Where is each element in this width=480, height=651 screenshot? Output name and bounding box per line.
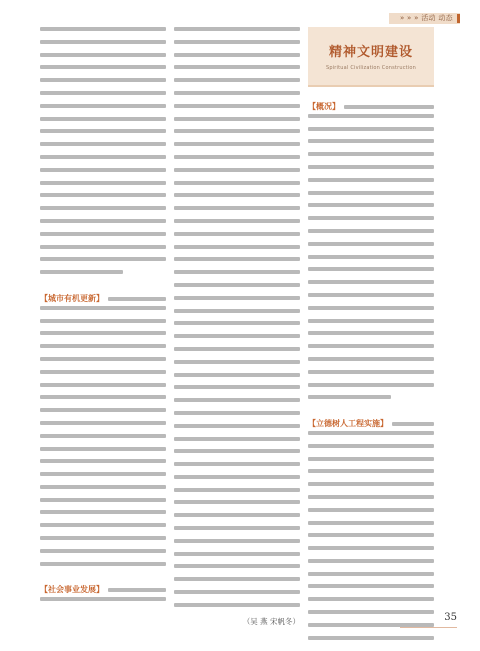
text-line-placeholder: [308, 457, 434, 461]
text-line-placeholder: [174, 117, 300, 121]
heading-line: [40, 584, 166, 596]
text-line-placeholder: [174, 564, 300, 568]
text-line-placeholder: [308, 521, 434, 525]
text-line-placeholder: [40, 129, 166, 133]
text-line-placeholder: [174, 321, 300, 325]
paragraph-gap: [40, 283, 166, 293]
text-line-placeholder: [40, 104, 166, 108]
paragraph: [40, 27, 166, 274]
text-line-placeholder: [40, 357, 166, 361]
text-line-placeholder: [174, 488, 300, 492]
text-line-placeholder: [174, 475, 300, 479]
text-line-placeholder: [308, 331, 434, 335]
text-line-placeholder: [174, 168, 300, 172]
text-line-placeholder: [40, 319, 166, 323]
text-line-placeholder: [308, 242, 434, 246]
text-line-placeholder: [308, 572, 434, 576]
text-line-placeholder: [308, 203, 434, 207]
text-line-placeholder: [308, 482, 434, 486]
text-line-placeholder: [40, 219, 166, 223]
text-line-placeholder: [174, 257, 300, 261]
text-line-placeholder: [174, 513, 300, 517]
heading-line: [40, 293, 166, 305]
text-line-placeholder: [174, 155, 300, 159]
text-line-placeholder: [308, 178, 434, 182]
text-line-placeholder: [174, 129, 300, 133]
text-line-placeholder: [174, 500, 300, 504]
text-line-placeholder: [174, 424, 300, 428]
footer-rule: [400, 627, 457, 628]
text-line-placeholder: [40, 562, 166, 566]
text-line-placeholder: [40, 597, 166, 601]
paragraph: [174, 27, 300, 607]
text-line-placeholder: [308, 444, 434, 448]
text-line-placeholder: [174, 385, 300, 389]
text-line-placeholder: [40, 536, 166, 540]
text-line-placeholder: [308, 114, 434, 118]
author-credit: （吴 燕 宋帆冬）: [242, 616, 300, 626]
text-line-placeholder: [174, 91, 300, 95]
text-line-placeholder: [40, 181, 166, 185]
text-line-placeholder: [308, 559, 434, 563]
text-line-placeholder: [108, 588, 166, 592]
text-line-placeholder: [308, 533, 434, 537]
section-title-box: [308, 27, 434, 87]
text-line-placeholder: [308, 139, 434, 143]
section-tag-marker: [457, 14, 460, 23]
text-line-placeholder: [40, 53, 166, 57]
text-line-placeholder: [174, 283, 300, 287]
text-line-placeholder: [174, 347, 300, 351]
text-line-placeholder: [174, 27, 300, 31]
text-line-placeholder: [40, 383, 166, 387]
text-line-placeholder: [174, 411, 300, 415]
text-line-placeholder: [174, 603, 300, 607]
text-line-placeholder: [40, 421, 166, 425]
paragraph-gap: [308, 408, 434, 418]
text-line-placeholder: [174, 53, 300, 57]
text-line-placeholder: [40, 523, 166, 527]
text-line-placeholder: [40, 447, 166, 451]
text-line-placeholder: [308, 293, 434, 297]
section-tag: [389, 13, 460, 24]
text-line-placeholder: [174, 40, 300, 44]
text-line-placeholder: [308, 508, 434, 512]
text-line-placeholder: [308, 495, 434, 499]
text-line-placeholder: [108, 297, 166, 301]
text-line-placeholder: [308, 255, 434, 259]
text-line-placeholder: [40, 549, 166, 553]
text-line-placeholder: [40, 485, 166, 489]
text-line-placeholder: [174, 398, 300, 402]
section-subtitle: Spiritual Civilization Construction: [325, 65, 417, 71]
text-line-placeholder: [174, 181, 300, 185]
text-column-3: [308, 27, 434, 605]
text-line-placeholder: [174, 590, 300, 594]
text-line-placeholder: [308, 229, 434, 233]
text-line-placeholder: [308, 370, 434, 374]
text-line-placeholder: [40, 40, 166, 44]
text-line-placeholder: [40, 78, 166, 82]
page-number: 35: [444, 612, 457, 623]
text-line-placeholder: [40, 91, 166, 95]
text-line-placeholder: [40, 142, 166, 146]
text-line-placeholder: [40, 434, 166, 438]
heading-line: [308, 101, 434, 113]
text-line-placeholder: [174, 296, 300, 300]
paragraph-heading: 【概况】: [308, 102, 340, 111]
text-line-placeholder: [174, 78, 300, 82]
text-line-placeholder: [344, 105, 434, 109]
text-line-placeholder: [308, 636, 434, 640]
text-line-placeholder: [40, 117, 166, 121]
text-line-placeholder: [40, 498, 166, 502]
text-line-placeholder: [308, 216, 434, 220]
section-tag-text: » » » 活动 动态: [399, 14, 453, 22]
text-line-placeholder: [40, 306, 166, 310]
text-line-placeholder: [308, 431, 434, 435]
text-line-placeholder: [40, 193, 166, 197]
text-line-placeholder: [308, 280, 434, 284]
text-line-placeholder: [174, 437, 300, 441]
text-line-placeholder: [40, 459, 166, 463]
paragraph-gap: [40, 574, 166, 584]
text-line-placeholder: [308, 383, 434, 387]
paragraph-heading: 【城市有机更新】: [40, 293, 104, 303]
paragraph-heading: 【社会事业发展】: [40, 585, 104, 595]
paragraph: [308, 418, 434, 640]
text-line-placeholder: [40, 395, 166, 399]
text-line-placeholder: [174, 104, 300, 108]
text-line-placeholder: [308, 546, 434, 550]
paragraph: [308, 101, 434, 399]
text-line-placeholder: [174, 526, 300, 530]
text-column-1: [40, 27, 166, 605]
text-line-placeholder: [308, 152, 434, 156]
text-line-placeholder: [174, 65, 300, 69]
text-line-placeholder: [308, 191, 434, 195]
text-line-placeholder: [308, 306, 434, 310]
text-line-placeholder: [174, 309, 300, 313]
text-line-placeholder: [40, 168, 166, 172]
paragraph-heading: 【立德树人工程实施】: [308, 419, 388, 429]
text-line-placeholder: [308, 319, 434, 323]
text-line-placeholder: [174, 334, 300, 338]
column-3-body: [308, 101, 434, 640]
text-line-placeholder: [308, 127, 434, 131]
text-line-placeholder: [174, 577, 300, 581]
text-line-placeholder: [40, 408, 166, 412]
text-line-placeholder: [40, 257, 166, 261]
text-line-placeholder: [174, 462, 300, 466]
text-line-placeholder: [174, 270, 300, 274]
text-line-placeholder: [174, 245, 300, 249]
text-line-placeholder: [308, 469, 434, 473]
text-line-placeholder: [40, 331, 166, 335]
text-line-placeholder: [40, 27, 166, 31]
text-line-placeholder: [40, 65, 166, 69]
text-line-placeholder: [174, 539, 300, 543]
section-title: 精神文明建设: [328, 45, 413, 60]
text-line-placeholder: [174, 232, 300, 236]
text-line-placeholder: [308, 395, 391, 399]
text-line-placeholder: [392, 422, 434, 426]
text-line-placeholder: [308, 357, 434, 361]
paragraph: [40, 584, 166, 601]
text-line-placeholder: [308, 584, 434, 588]
text-line-placeholder: [174, 206, 300, 210]
text-line-placeholder: [40, 245, 166, 249]
text-line-placeholder: [174, 219, 300, 223]
text-line-placeholder: [308, 344, 434, 348]
text-line-placeholder: [174, 449, 300, 453]
column-2-body: [174, 27, 300, 607]
text-line-placeholder: [40, 510, 166, 514]
text-line-placeholder: [40, 206, 166, 210]
paragraph: [40, 293, 166, 566]
text-line-placeholder: [308, 597, 434, 601]
text-line-placeholder: [40, 370, 166, 374]
heading-line: [308, 418, 434, 430]
text-line-placeholder: [174, 193, 300, 197]
text-line-placeholder: [40, 344, 166, 348]
text-line-placeholder: [40, 270, 123, 274]
text-line-placeholder: [174, 373, 300, 377]
text-line-placeholder: [308, 267, 434, 271]
text-line-placeholder: [308, 165, 434, 169]
text-line-placeholder: [40, 472, 166, 476]
text-column-2: [174, 27, 300, 626]
text-line-placeholder: [40, 232, 166, 236]
text-line-placeholder: [40, 155, 166, 159]
text-line-placeholder: [174, 552, 300, 556]
text-line-placeholder: [174, 360, 300, 364]
text-line-placeholder: [174, 142, 300, 146]
